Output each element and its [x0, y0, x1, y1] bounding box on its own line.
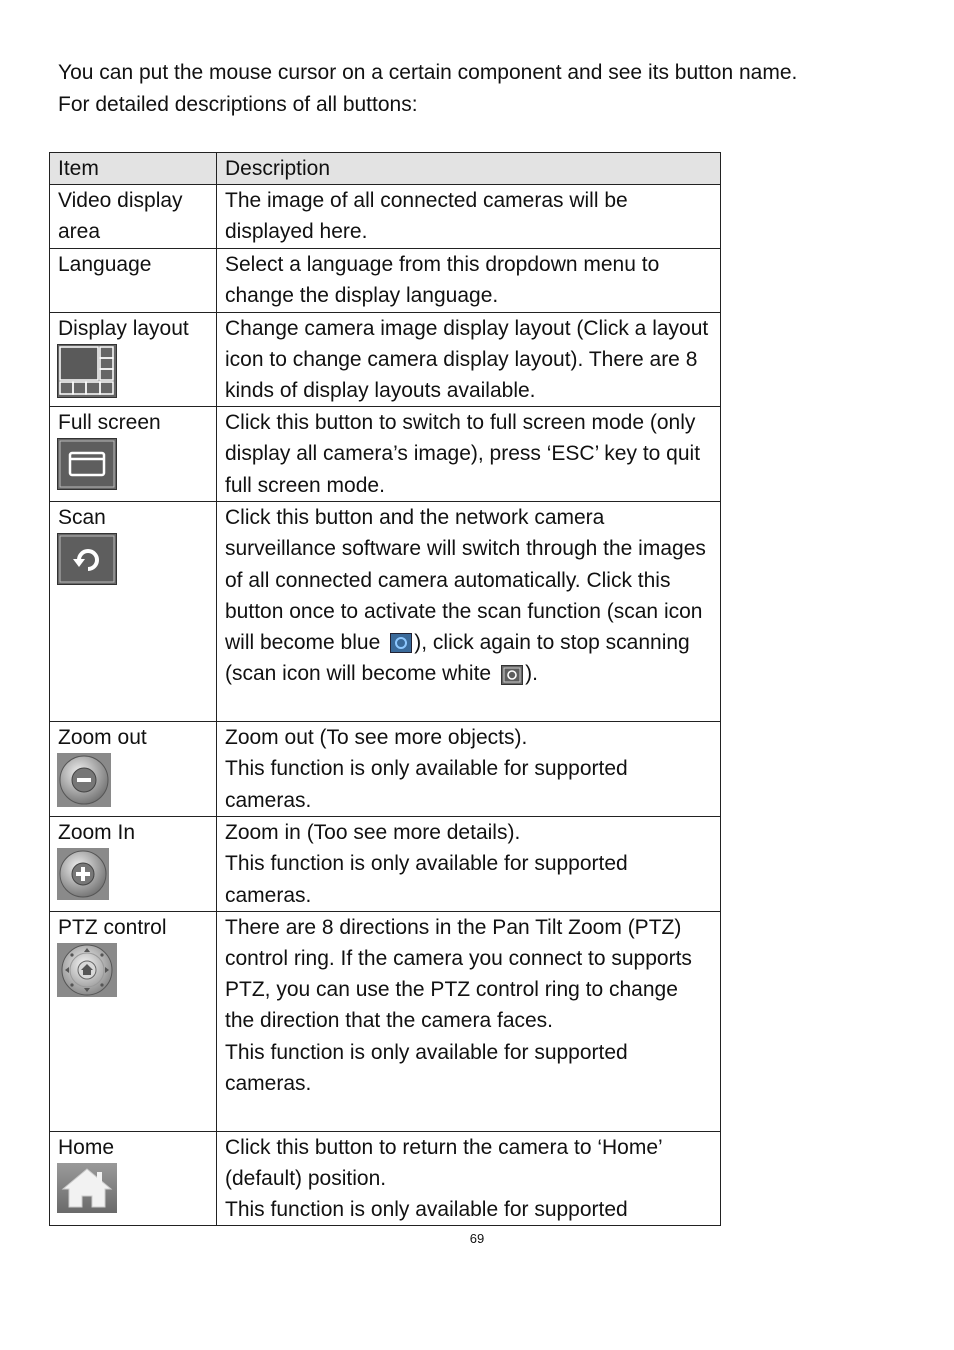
table-row — [50, 817, 721, 912]
page-number: 69 — [469, 1231, 485, 1246]
scan-blue-icon — [390, 633, 412, 653]
table-row — [50, 502, 721, 722]
availability-note: This function is only available for supported cameras. — [225, 1040, 628, 1095]
description-cell: Click this button to return the camera to ‘Home’ (default) position. — [225, 1135, 662, 1191]
table-row — [50, 248, 721, 312]
description-cell — [217, 502, 721, 722]
description-cell: Click this button to switch to full screen mode (only display all camera’s image), press ‘ESC’ key to quit full screen mode. — [217, 407, 721, 502]
item-label: PTZ control — [58, 915, 167, 939]
header-description: Description — [217, 153, 721, 185]
ptz-control-icon[interactable] — [57, 943, 208, 997]
description-cell: Zoom out (To see more objects). — [225, 726, 528, 750]
item-label: Display layout — [58, 316, 189, 340]
intro-text — [58, 57, 938, 121]
item-label: Home — [58, 1135, 115, 1159]
table-row — [50, 722, 721, 817]
intro-line-1: You can put the mouse cursor on a certain component and see its button name. — [58, 61, 798, 84]
table-row — [50, 185, 721, 248]
table-row — [50, 1131, 721, 1226]
display-layout-icon[interactable] — [57, 344, 208, 398]
availability-note: This function is only available for supported cameras. — [225, 852, 628, 907]
scan-description-c: ). — [525, 662, 538, 686]
scan-white-icon — [501, 665, 523, 685]
table-row — [50, 911, 721, 1131]
item-label: Full screen — [58, 411, 161, 435]
item-label: Zoom out — [58, 726, 147, 750]
zoom-in-icon[interactable] — [57, 848, 208, 900]
table-row — [50, 407, 721, 502]
availability-note: This function is only available for supported cameras. — [225, 757, 628, 812]
description-cell: Select a language from this dropdown menu to change the display language. — [217, 248, 721, 312]
scan-description-a: Click this button and the network camera surveillance software will switch through the images of all connected camera automatically. Click this button once to activate the scan function (scan icon will become blue — [225, 506, 706, 655]
intro-line-2: For detailed descriptions of all buttons: — [58, 93, 418, 116]
description-cell: The image of all connected cameras will be displayed here. — [217, 185, 721, 248]
description-cell: Zoom in (Too see more details). — [225, 821, 521, 845]
scan-icon[interactable] — [57, 533, 208, 585]
table-row — [50, 312, 721, 407]
table-header-row — [50, 153, 721, 185]
header-item: Item — [50, 153, 217, 185]
description-cell: There are 8 directions in the Pan Tilt Zoom (PTZ) control ring. If the camera you connect to supports PTZ, you can use the PTZ control ring to change the direction that the camera faces. — [225, 915, 692, 1033]
button-description-table — [49, 152, 721, 1226]
item-cell: Language — [50, 248, 217, 312]
item-cell: Video display area — [50, 185, 217, 248]
full-screen-icon[interactable] — [57, 438, 208, 490]
item-label: Scan — [58, 506, 106, 530]
home-icon[interactable] — [57, 1163, 208, 1213]
zoom-out-icon[interactable] — [57, 753, 208, 807]
availability-note: This function is only available for supported — [225, 1198, 628, 1222]
description-cell: Change camera image display layout (Click a layout icon to change camera display layout). There are 8 kinds of display layouts available. — [217, 312, 721, 407]
scan-description-b: ), click again to stop scanning (scan icon will become white — [225, 631, 690, 686]
item-label: Zoom In — [58, 821, 136, 845]
